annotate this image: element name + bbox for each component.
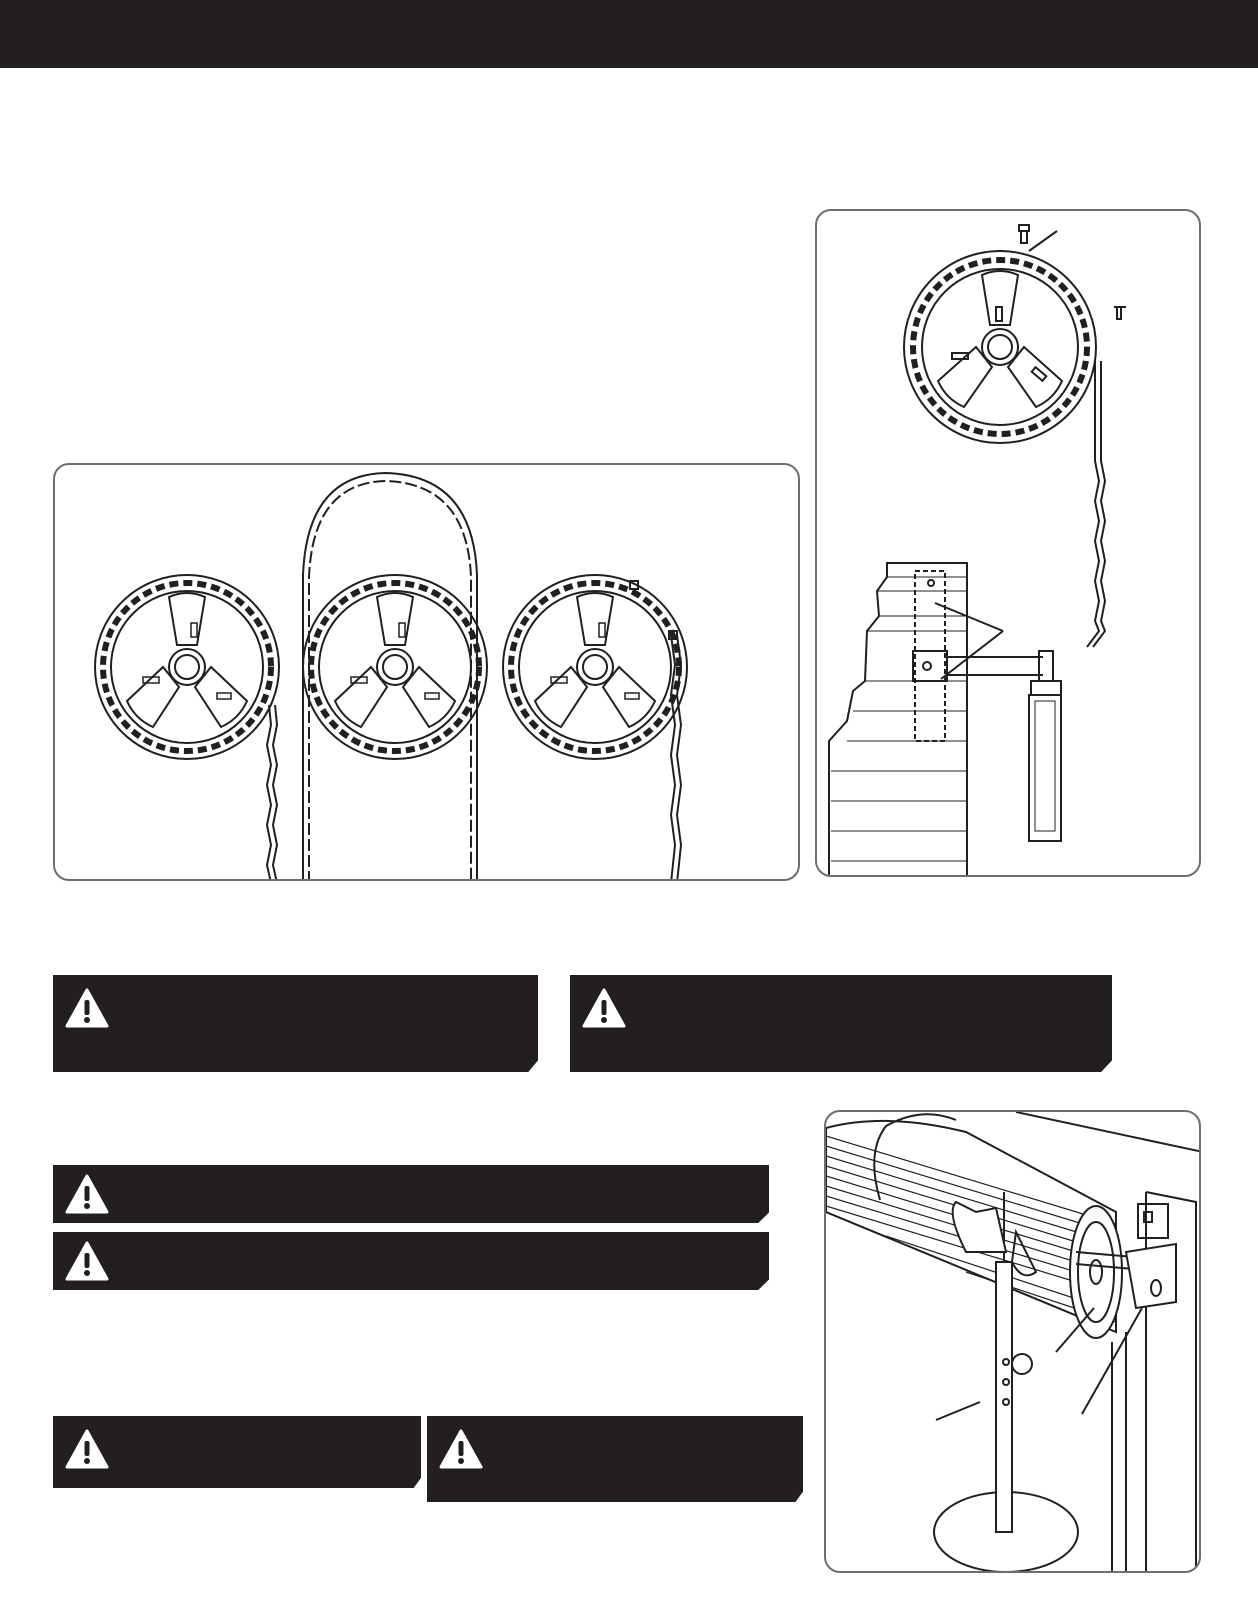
screw-side	[1114, 307, 1126, 319]
warning-icon	[439, 1429, 483, 1469]
sprocket-wheel	[904, 251, 1096, 443]
sprocket-detail-panel	[815, 209, 1201, 877]
warning-icon	[65, 1174, 109, 1214]
warning-box-6	[427, 1416, 803, 1502]
warning-box-4	[53, 1232, 769, 1290]
roller-install-panel	[824, 1110, 1201, 1573]
warning-box-5	[53, 1416, 421, 1488]
sprocket-center	[303, 575, 487, 759]
warning-box-1	[53, 975, 538, 1072]
chain-left	[267, 705, 271, 881]
sprocket-right	[503, 575, 687, 759]
sprocket-positions-panel	[53, 463, 800, 881]
roller-install-illustration	[826, 1112, 1201, 1573]
header-bar	[0, 0, 1258, 68]
warning-box-2	[570, 975, 1112, 1072]
sprocket-positions-illustration	[55, 465, 800, 881]
chain-strand	[1087, 361, 1099, 647]
warning-box-3	[53, 1165, 769, 1223]
warning-icon	[65, 1241, 109, 1281]
warning-icon	[582, 988, 626, 1028]
screw-top	[1019, 225, 1029, 243]
warning-icon	[65, 1429, 109, 1469]
sprocket-left	[95, 575, 279, 759]
warning-icon	[65, 988, 109, 1028]
sprocket-detail-illustration	[817, 211, 1201, 877]
